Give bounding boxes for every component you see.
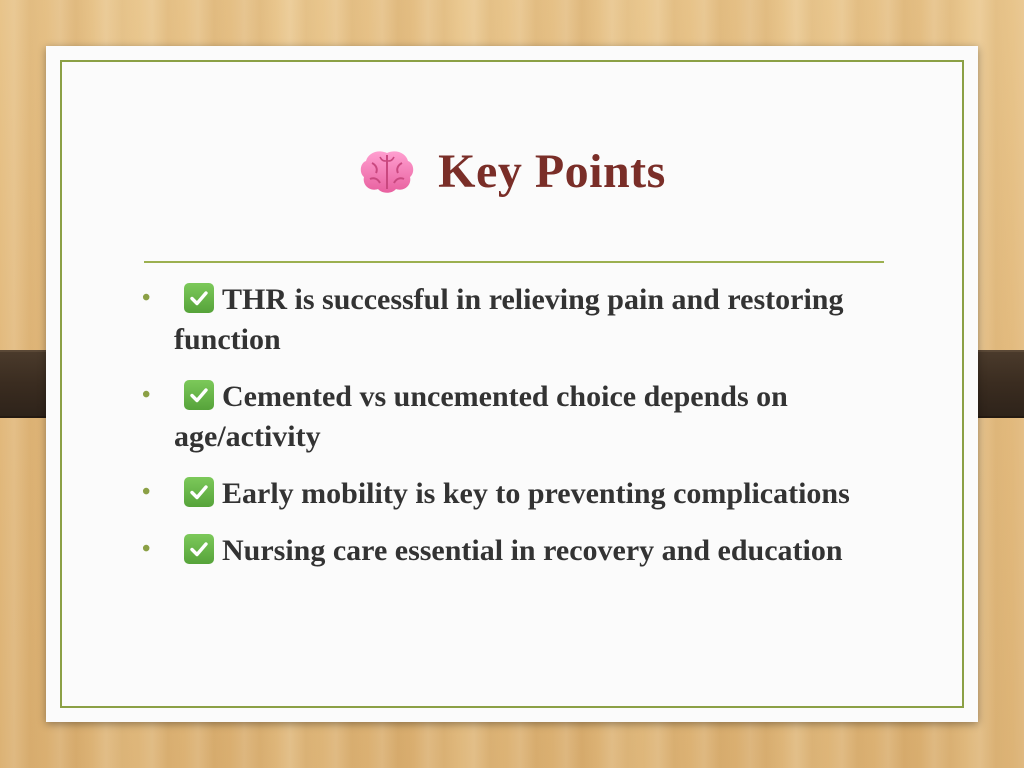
bullet-dot: • bbox=[142, 479, 151, 505]
check-mark-icon bbox=[184, 477, 214, 507]
bullet-dot: • bbox=[142, 285, 151, 311]
list-item-text: Early mobility is key to preventing complications bbox=[222, 477, 850, 510]
brain-icon bbox=[358, 147, 416, 197]
list-item bbox=[142, 280, 922, 360]
list-item-text: Cemented vs uncemented choice depends on age/activity bbox=[174, 380, 788, 453]
list-item-text: THR is successful in relieving pain and restoring function bbox=[174, 283, 844, 356]
title-divider bbox=[144, 261, 884, 263]
list-item-text: Nursing care essential in recovery and education bbox=[222, 534, 843, 567]
key-points-list bbox=[142, 280, 922, 588]
slide-card bbox=[46, 46, 978, 722]
check-mark-icon bbox=[184, 283, 214, 313]
check-mark-icon bbox=[184, 534, 214, 564]
list-item bbox=[142, 377, 922, 457]
list-item bbox=[142, 531, 922, 571]
list-item bbox=[142, 474, 922, 514]
bullet-dot: • bbox=[142, 382, 151, 408]
check-mark-icon bbox=[184, 380, 214, 410]
title-row bbox=[46, 144, 978, 199]
slide-title: Key Points bbox=[438, 145, 666, 198]
bullet-dot: • bbox=[142, 536, 151, 562]
